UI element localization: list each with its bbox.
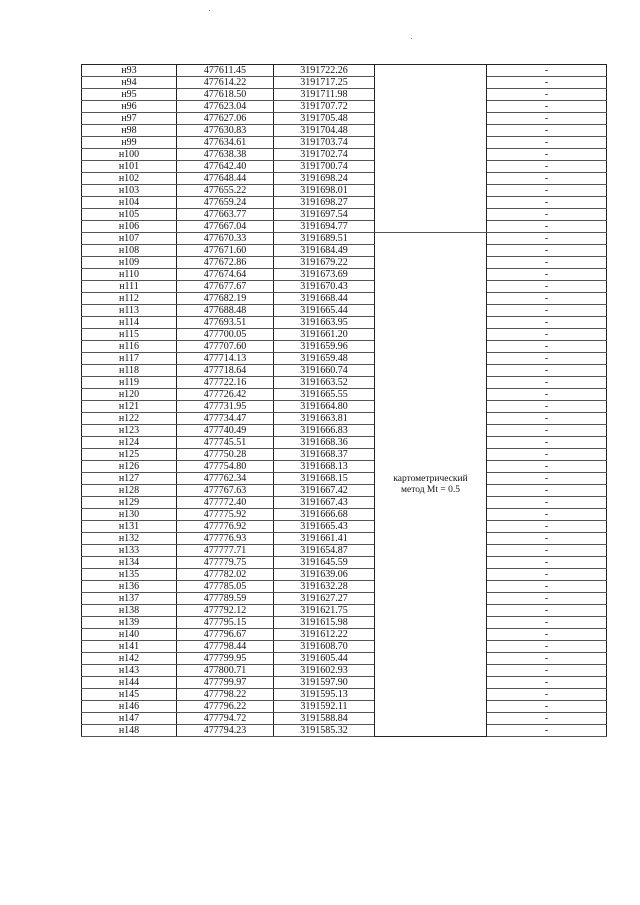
y-coordinate-cell: 3191665.43 xyxy=(274,521,375,533)
y-coordinate-cell: 3191585.32 xyxy=(274,725,375,737)
point-id-cell: н105 xyxy=(82,209,177,221)
description-cell: - xyxy=(487,629,607,641)
y-coordinate-cell: 3191704.48 xyxy=(274,125,375,137)
table-row xyxy=(82,329,607,341)
table-row xyxy=(82,161,607,173)
point-id-cell: н132 xyxy=(82,533,177,545)
method-label-line2: метод Mt = 0.5 xyxy=(400,484,460,495)
x-coordinate-cell: 477785.05 xyxy=(177,581,274,593)
description-cell: - xyxy=(487,461,607,473)
point-id-cell: н122 xyxy=(82,413,177,425)
x-coordinate-cell: 477677.67 xyxy=(177,281,274,293)
x-coordinate-cell: 477667.04 xyxy=(177,221,274,233)
description-cell: - xyxy=(487,161,607,173)
x-coordinate-cell: 477682.19 xyxy=(177,293,274,305)
y-coordinate-cell: 3191698.27 xyxy=(274,197,375,209)
x-coordinate-cell: 477776.92 xyxy=(177,521,274,533)
description-cell: - xyxy=(487,653,607,665)
point-id-cell: н145 xyxy=(82,689,177,701)
y-coordinate-cell: 3191717.25 xyxy=(274,77,375,89)
point-id-cell: н143 xyxy=(82,665,177,677)
x-coordinate-cell: 477754.80 xyxy=(177,461,274,473)
point-id-cell: н142 xyxy=(82,653,177,665)
table-row xyxy=(82,425,607,437)
y-coordinate-cell: 3191588.84 xyxy=(274,713,375,725)
point-id-cell: н118 xyxy=(82,365,177,377)
y-coordinate-cell: 3191722.26 xyxy=(274,65,375,77)
description-cell: - xyxy=(487,149,607,161)
y-coordinate-cell: 3191668.15 xyxy=(274,473,375,485)
y-coordinate-cell: 3191668.36 xyxy=(274,437,375,449)
point-id-cell: н109 xyxy=(82,257,177,269)
point-id-cell: н97 xyxy=(82,113,177,125)
table-row xyxy=(82,341,607,353)
x-coordinate-cell: 477796.22 xyxy=(177,701,274,713)
x-coordinate-cell: 477799.97 xyxy=(177,677,274,689)
description-cell: - xyxy=(487,413,607,425)
y-coordinate-cell: 3191668.13 xyxy=(274,461,375,473)
x-coordinate-cell: 477794.23 xyxy=(177,725,274,737)
point-id-cell: н98 xyxy=(82,125,177,137)
point-id-cell: н139 xyxy=(82,617,177,629)
table-row xyxy=(82,293,607,305)
point-id-cell: н136 xyxy=(82,581,177,593)
table-row xyxy=(82,113,607,125)
table-row xyxy=(82,521,607,533)
table-row xyxy=(82,149,607,161)
point-id-cell: н106 xyxy=(82,221,177,233)
description-cell: - xyxy=(487,557,607,569)
table-row xyxy=(82,401,607,413)
table-row xyxy=(82,497,607,509)
y-coordinate-cell: 3191698.24 xyxy=(274,173,375,185)
description-cell: - xyxy=(487,197,607,209)
y-coordinate-cell: 3191666.83 xyxy=(274,425,375,437)
point-id-cell: н147 xyxy=(82,713,177,725)
x-coordinate-cell: 477775.92 xyxy=(177,509,274,521)
table-row xyxy=(82,713,607,725)
y-coordinate-cell: 3191645.59 xyxy=(274,557,375,569)
y-coordinate-cell: 3191700.74 xyxy=(274,161,375,173)
table-row xyxy=(82,185,607,197)
x-coordinate-cell: 477726.42 xyxy=(177,389,274,401)
y-coordinate-cell: 3191673.69 xyxy=(274,269,375,281)
y-coordinate-cell: 3191684.49 xyxy=(274,245,375,257)
y-coordinate-cell: 3191663.52 xyxy=(274,377,375,389)
table-row xyxy=(82,209,607,221)
point-id-cell: н99 xyxy=(82,137,177,149)
table-row xyxy=(82,509,607,521)
description-cell: - xyxy=(487,365,607,377)
description-cell: - xyxy=(487,329,607,341)
table-row xyxy=(82,281,607,293)
description-cell: - xyxy=(487,725,607,737)
point-id-cell: н140 xyxy=(82,629,177,641)
x-coordinate-cell: 477618.50 xyxy=(177,89,274,101)
y-coordinate-cell: 3191592.11 xyxy=(274,701,375,713)
table-row xyxy=(82,197,607,209)
x-coordinate-cell: 477674.64 xyxy=(177,269,274,281)
y-coordinate-cell: 3191666.68 xyxy=(274,509,375,521)
table-row xyxy=(82,557,607,569)
point-id-cell: н101 xyxy=(82,161,177,173)
point-id-cell: н115 xyxy=(82,329,177,341)
scan-speck xyxy=(209,10,210,11)
description-cell: - xyxy=(487,125,607,137)
point-id-cell: н133 xyxy=(82,545,177,557)
table-row xyxy=(82,245,607,257)
point-id-cell: н113 xyxy=(82,305,177,317)
description-cell: - xyxy=(487,605,607,617)
point-id-cell: н148 xyxy=(82,725,177,737)
description-cell: - xyxy=(487,341,607,353)
description-cell: - xyxy=(487,485,607,497)
x-coordinate-cell: 477693.51 xyxy=(177,317,274,329)
x-coordinate-cell: 477776.93 xyxy=(177,533,274,545)
point-id-cell: н146 xyxy=(82,701,177,713)
x-coordinate-cell: 477614.22 xyxy=(177,77,274,89)
description-cell: - xyxy=(487,281,607,293)
point-id-cell: н123 xyxy=(82,425,177,437)
description-cell: - xyxy=(487,209,607,221)
point-id-cell: н116 xyxy=(82,341,177,353)
x-coordinate-cell: 477799.95 xyxy=(177,653,274,665)
table-row xyxy=(82,65,607,77)
description-cell: - xyxy=(487,233,607,245)
description-cell: - xyxy=(487,617,607,629)
x-coordinate-cell: 477794.72 xyxy=(177,713,274,725)
y-coordinate-cell: 3191702.74 xyxy=(274,149,375,161)
table-row xyxy=(82,629,607,641)
method-label-line1: картометрический xyxy=(393,473,468,484)
description-cell: - xyxy=(487,473,607,485)
y-coordinate-cell: 3191664.80 xyxy=(274,401,375,413)
table-row xyxy=(82,353,607,365)
table-row xyxy=(82,533,607,545)
y-coordinate-cell: 3191597.90 xyxy=(274,677,375,689)
table-row xyxy=(82,605,607,617)
x-coordinate-cell: 477740.49 xyxy=(177,425,274,437)
point-id-cell: н129 xyxy=(82,497,177,509)
y-coordinate-cell: 3191632.28 xyxy=(274,581,375,593)
y-coordinate-cell: 3191665.44 xyxy=(274,305,375,317)
description-cell: - xyxy=(487,665,607,677)
y-coordinate-cell: 3191670.43 xyxy=(274,281,375,293)
x-coordinate-cell: 477611.45 xyxy=(177,65,274,77)
x-coordinate-cell: 477789.59 xyxy=(177,593,274,605)
x-coordinate-cell: 477798.22 xyxy=(177,689,274,701)
x-coordinate-cell: 477762.34 xyxy=(177,473,274,485)
table-row xyxy=(82,233,607,245)
table-row xyxy=(82,461,607,473)
x-coordinate-cell: 477670.33 xyxy=(177,233,274,245)
description-cell: - xyxy=(487,449,607,461)
table-row xyxy=(82,377,607,389)
table-row xyxy=(82,677,607,689)
x-coordinate-cell: 477648.44 xyxy=(177,173,274,185)
x-coordinate-cell: 477767.63 xyxy=(177,485,274,497)
description-cell: - xyxy=(487,257,607,269)
table-row xyxy=(82,269,607,281)
description-cell: - xyxy=(487,641,607,653)
description-cell: - xyxy=(487,353,607,365)
x-coordinate-cell: 477792.12 xyxy=(177,605,274,617)
point-id-cell: н141 xyxy=(82,641,177,653)
x-coordinate-cell: 477777.71 xyxy=(177,545,274,557)
point-id-cell: н131 xyxy=(82,521,177,533)
y-coordinate-cell: 3191654.87 xyxy=(274,545,375,557)
point-id-cell: н119 xyxy=(82,377,177,389)
description-cell: - xyxy=(487,425,607,437)
y-coordinate-cell: 3191621.75 xyxy=(274,605,375,617)
point-id-cell: н114 xyxy=(82,317,177,329)
description-cell: - xyxy=(487,269,607,281)
y-coordinate-cell: 3191661.41 xyxy=(274,533,375,545)
description-cell: - xyxy=(487,533,607,545)
point-id-cell: н93 xyxy=(82,65,177,77)
table-row xyxy=(82,89,607,101)
point-id-cell: н121 xyxy=(82,401,177,413)
point-id-cell: н100 xyxy=(82,149,177,161)
coordinates-table xyxy=(81,64,607,737)
y-coordinate-cell: 3191639.06 xyxy=(274,569,375,581)
description-cell: - xyxy=(487,401,607,413)
point-id-cell: н110 xyxy=(82,269,177,281)
point-id-cell: н112 xyxy=(82,293,177,305)
table-row xyxy=(82,641,607,653)
description-cell: - xyxy=(487,245,607,257)
y-coordinate-cell: 3191602.93 xyxy=(274,665,375,677)
y-coordinate-cell: 3191659.48 xyxy=(274,353,375,365)
point-id-cell: н94 xyxy=(82,77,177,89)
y-coordinate-cell: 3191667.42 xyxy=(274,485,375,497)
x-coordinate-cell: 477795.15 xyxy=(177,617,274,629)
table-row xyxy=(82,689,607,701)
table-row xyxy=(82,569,607,581)
table-row xyxy=(82,101,607,113)
description-cell: - xyxy=(487,377,607,389)
description-cell: - xyxy=(487,185,607,197)
y-coordinate-cell: 3191694.77 xyxy=(274,221,375,233)
y-coordinate-cell: 3191668.37 xyxy=(274,449,375,461)
point-id-cell: н108 xyxy=(82,245,177,257)
y-coordinate-cell: 3191689.51 xyxy=(274,233,375,245)
x-coordinate-cell: 477772.40 xyxy=(177,497,274,509)
y-coordinate-cell: 3191665.55 xyxy=(274,389,375,401)
table-row xyxy=(82,317,607,329)
description-cell: - xyxy=(487,137,607,149)
description-cell: - xyxy=(487,689,607,701)
point-id-cell: н138 xyxy=(82,605,177,617)
x-coordinate-cell: 477796.67 xyxy=(177,629,274,641)
description-cell: - xyxy=(487,509,607,521)
description-cell: - xyxy=(487,293,607,305)
description-cell: - xyxy=(487,173,607,185)
table-row xyxy=(82,617,607,629)
description-cell: - xyxy=(487,593,607,605)
x-coordinate-cell: 477671.60 xyxy=(177,245,274,257)
x-coordinate-cell: 477800.71 xyxy=(177,665,274,677)
description-cell: - xyxy=(487,677,607,689)
table-row xyxy=(82,665,607,677)
table-row xyxy=(82,365,607,377)
x-coordinate-cell: 477634.61 xyxy=(177,137,274,149)
point-id-cell: н127 xyxy=(82,473,177,485)
y-coordinate-cell: 3191608.70 xyxy=(274,641,375,653)
y-coordinate-cell: 3191660.74 xyxy=(274,365,375,377)
y-coordinate-cell: 3191705.48 xyxy=(274,113,375,125)
x-coordinate-cell: 477638.38 xyxy=(177,149,274,161)
point-id-cell: н130 xyxy=(82,509,177,521)
y-coordinate-cell: 3191707.72 xyxy=(274,101,375,113)
table-row xyxy=(82,701,607,713)
y-coordinate-cell: 3191698.01 xyxy=(274,185,375,197)
table-row xyxy=(82,173,607,185)
point-id-cell: н134 xyxy=(82,557,177,569)
point-id-cell: н104 xyxy=(82,197,177,209)
table-row xyxy=(82,221,607,233)
point-id-cell: н111 xyxy=(82,281,177,293)
x-coordinate-cell: 477718.64 xyxy=(177,365,274,377)
table-row xyxy=(82,137,607,149)
x-coordinate-cell: 477688.48 xyxy=(177,305,274,317)
point-id-cell: н96 xyxy=(82,101,177,113)
description-cell: - xyxy=(487,389,607,401)
x-coordinate-cell: 477655.22 xyxy=(177,185,274,197)
y-coordinate-cell: 3191595.13 xyxy=(274,689,375,701)
description-cell: - xyxy=(487,221,607,233)
y-coordinate-cell: 3191663.95 xyxy=(274,317,375,329)
y-coordinate-cell: 3191612.22 xyxy=(274,629,375,641)
x-coordinate-cell: 477722.16 xyxy=(177,377,274,389)
description-cell: - xyxy=(487,305,607,317)
x-coordinate-cell: 477779.75 xyxy=(177,557,274,569)
table-row xyxy=(82,581,607,593)
description-cell: - xyxy=(487,77,607,89)
description-cell: - xyxy=(487,569,607,581)
x-coordinate-cell: 477734.47 xyxy=(177,413,274,425)
description-cell: - xyxy=(487,545,607,557)
x-coordinate-cell: 477623.04 xyxy=(177,101,274,113)
point-id-cell: н144 xyxy=(82,677,177,689)
point-id-cell: н107 xyxy=(82,233,177,245)
description-cell: - xyxy=(487,65,607,77)
description-cell: - xyxy=(487,101,607,113)
table-row xyxy=(82,545,607,557)
y-coordinate-cell: 3191703.74 xyxy=(274,137,375,149)
point-id-cell: н128 xyxy=(82,485,177,497)
y-coordinate-cell: 3191679.22 xyxy=(274,257,375,269)
coordinates-table-body xyxy=(82,65,607,737)
table-row xyxy=(82,653,607,665)
point-id-cell: н120 xyxy=(82,389,177,401)
table-row xyxy=(82,305,607,317)
description-cell: - xyxy=(487,89,607,101)
table-row xyxy=(82,449,607,461)
x-coordinate-cell: 477707.60 xyxy=(177,341,274,353)
point-id-cell: н103 xyxy=(82,185,177,197)
x-coordinate-cell: 477642.40 xyxy=(177,161,274,173)
x-coordinate-cell: 477798.44 xyxy=(177,641,274,653)
method-cell xyxy=(375,233,487,737)
x-coordinate-cell: 477731.95 xyxy=(177,401,274,413)
y-coordinate-cell: 3191667.43 xyxy=(274,497,375,509)
method-cell-empty xyxy=(375,65,487,233)
x-coordinate-cell: 477714.13 xyxy=(177,353,274,365)
description-cell: - xyxy=(487,701,607,713)
y-coordinate-cell: 3191661.20 xyxy=(274,329,375,341)
point-id-cell: н125 xyxy=(82,449,177,461)
table-row xyxy=(82,125,607,137)
description-cell: - xyxy=(487,713,607,725)
table-row xyxy=(82,725,607,737)
table-row xyxy=(82,77,607,89)
point-id-cell: н135 xyxy=(82,569,177,581)
y-coordinate-cell: 3191697.54 xyxy=(274,209,375,221)
x-coordinate-cell: 477700.05 xyxy=(177,329,274,341)
point-id-cell: н124 xyxy=(82,437,177,449)
y-coordinate-cell: 3191627.27 xyxy=(274,593,375,605)
table-row xyxy=(82,413,607,425)
point-id-cell: н137 xyxy=(82,593,177,605)
x-coordinate-cell: 477659.24 xyxy=(177,197,274,209)
y-coordinate-cell: 3191663.81 xyxy=(274,413,375,425)
x-coordinate-cell: 477750.28 xyxy=(177,449,274,461)
point-id-cell: н117 xyxy=(82,353,177,365)
x-coordinate-cell: 477745.51 xyxy=(177,437,274,449)
x-coordinate-cell: 477672.86 xyxy=(177,257,274,269)
y-coordinate-cell: 3191711.98 xyxy=(274,89,375,101)
description-cell: - xyxy=(487,521,607,533)
y-coordinate-cell: 3191605.44 xyxy=(274,653,375,665)
table-row xyxy=(82,389,607,401)
table-row xyxy=(82,437,607,449)
x-coordinate-cell: 477630.83 xyxy=(177,125,274,137)
description-cell: - xyxy=(487,113,607,125)
x-coordinate-cell: 477627.06 xyxy=(177,113,274,125)
description-cell: - xyxy=(487,437,607,449)
table-row xyxy=(82,593,607,605)
point-id-cell: н95 xyxy=(82,89,177,101)
y-coordinate-cell: 3191659.96 xyxy=(274,341,375,353)
y-coordinate-cell: 3191615.98 xyxy=(274,617,375,629)
y-coordinate-cell: 3191668.44 xyxy=(274,293,375,305)
description-cell: - xyxy=(487,317,607,329)
point-id-cell: н126 xyxy=(82,461,177,473)
table-row xyxy=(82,485,607,497)
x-coordinate-cell: 477663.77 xyxy=(177,209,274,221)
table-row xyxy=(82,257,607,269)
description-cell: - xyxy=(487,581,607,593)
description-cell: - xyxy=(487,497,607,509)
x-coordinate-cell: 477782.02 xyxy=(177,569,274,581)
scan-speck xyxy=(411,38,412,39)
point-id-cell: н102 xyxy=(82,173,177,185)
table-row xyxy=(82,473,607,485)
